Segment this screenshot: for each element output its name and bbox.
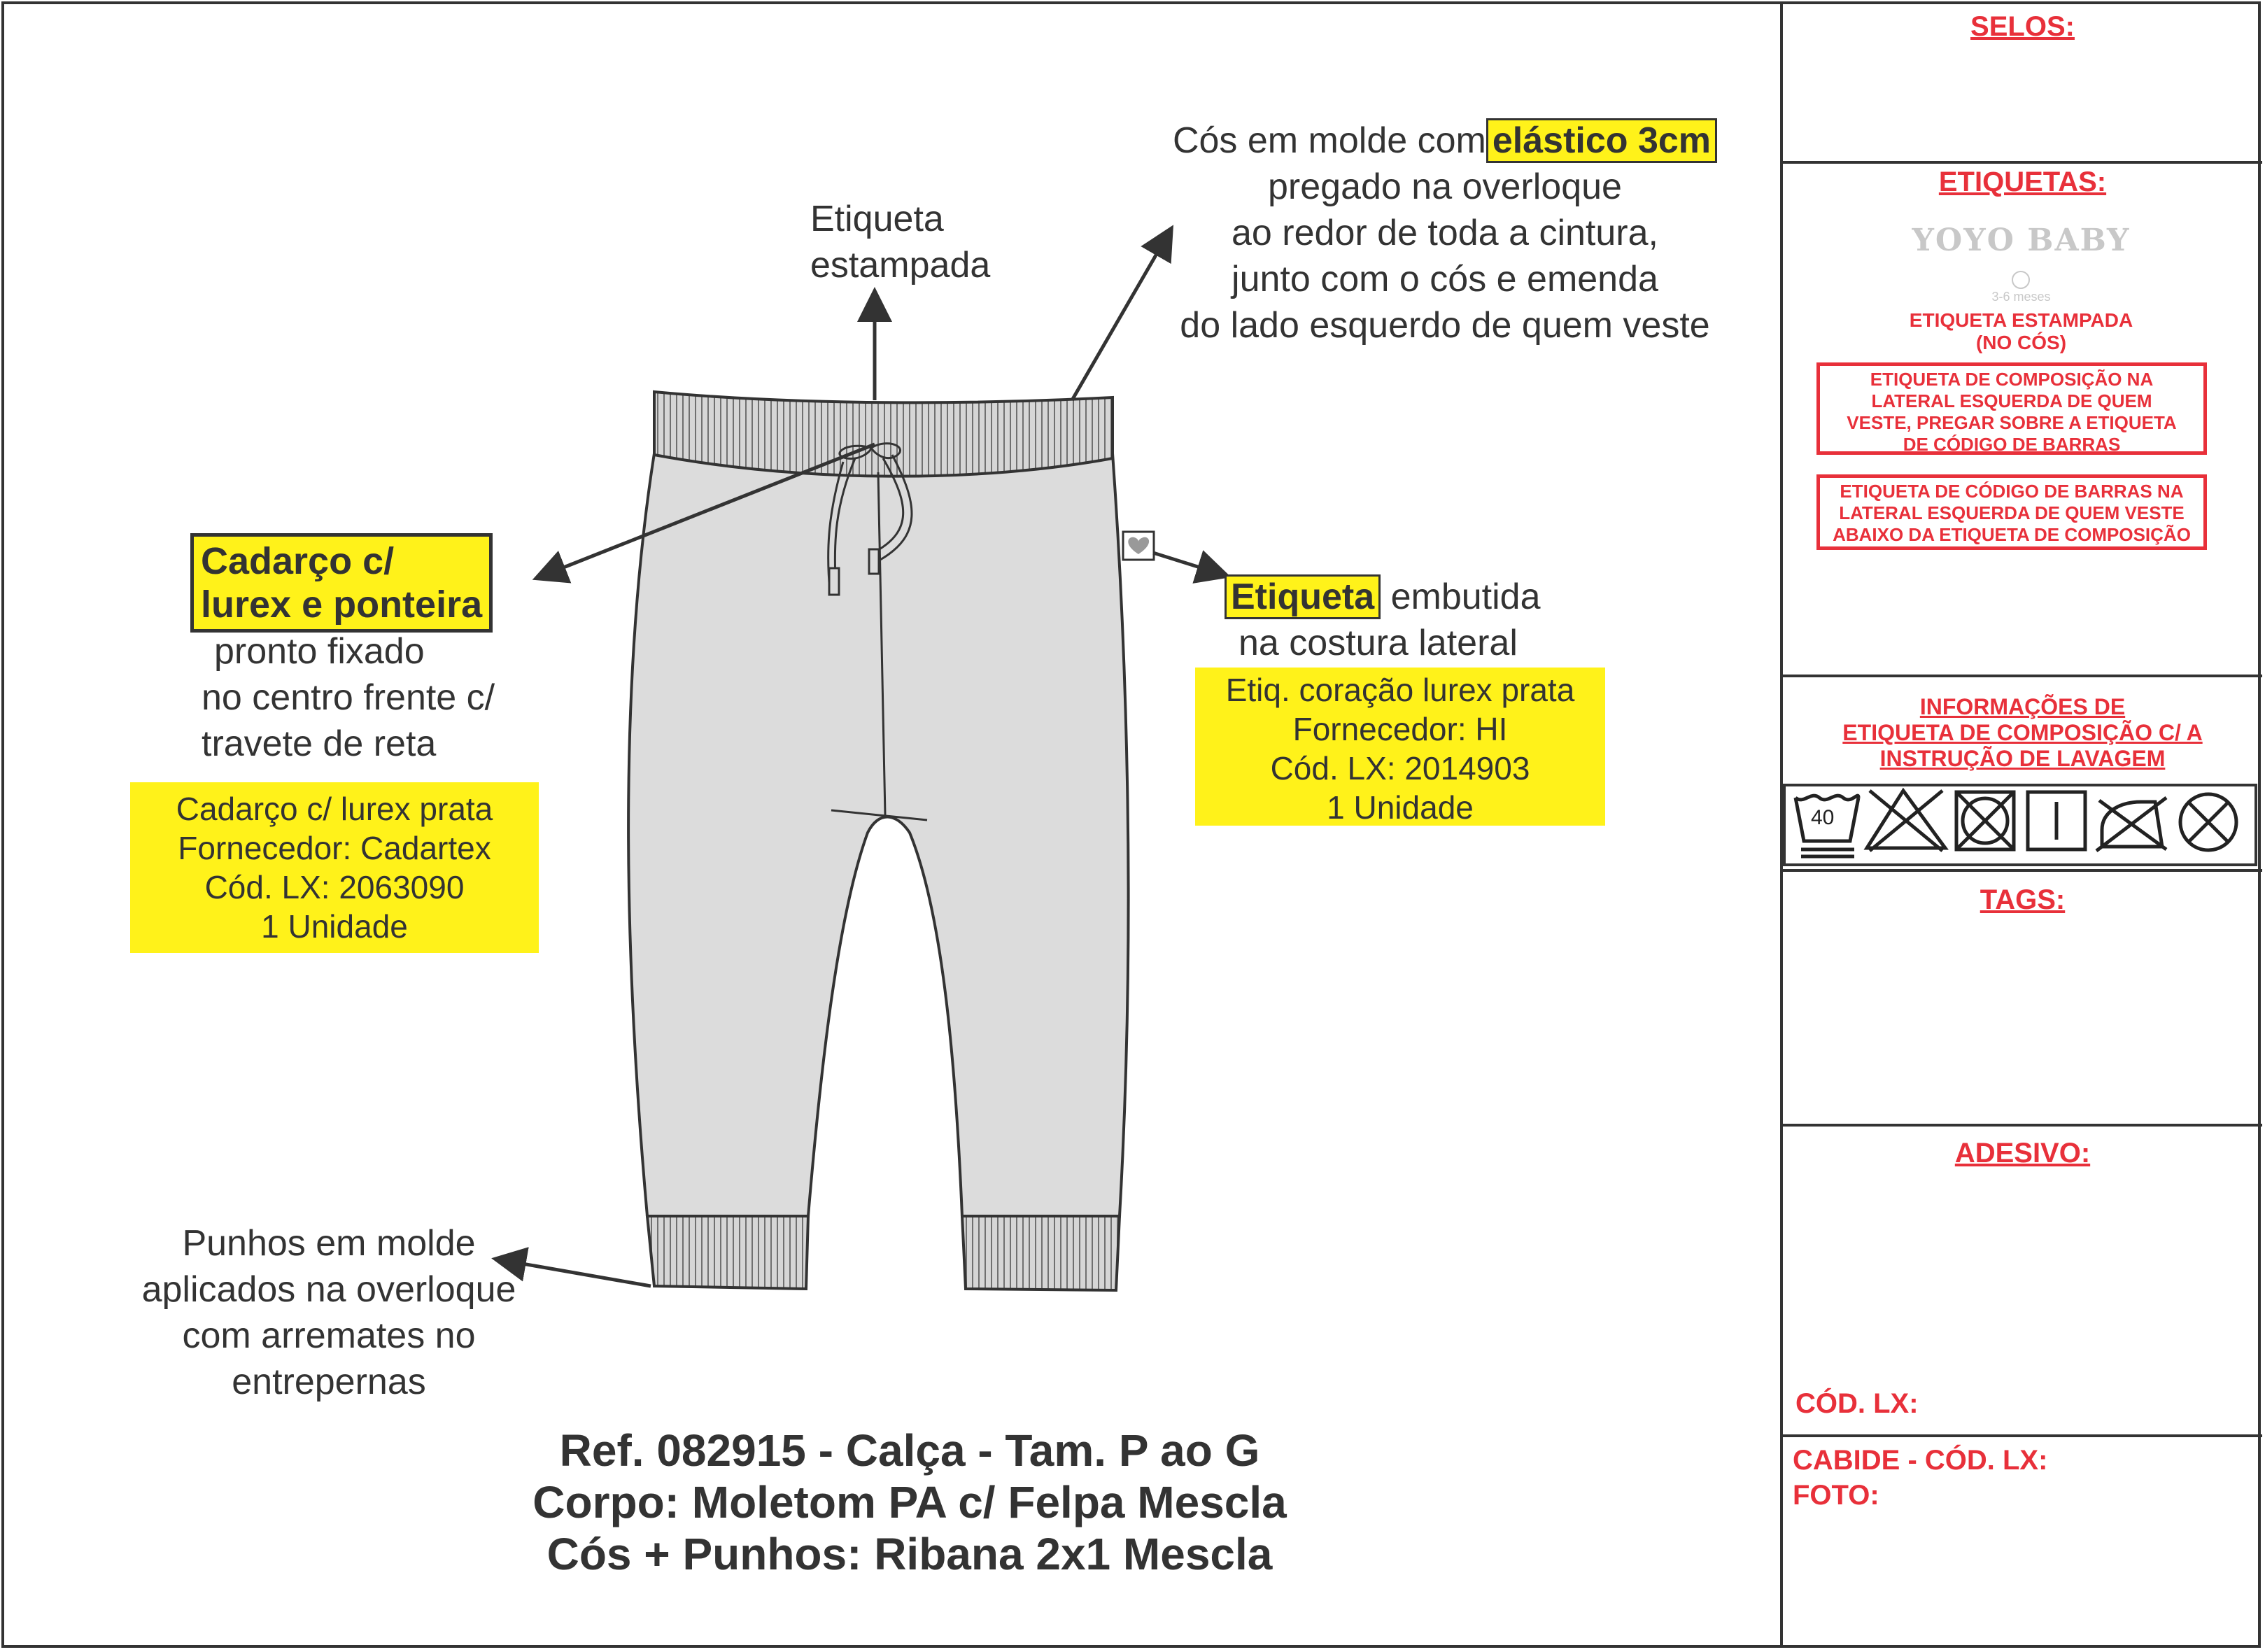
cos-line: do lado esquerdo de quem veste: [1180, 305, 1710, 346]
side-label-note: Etiqueta embutida na costura lateral: [1225, 574, 1541, 666]
brand-logo: YOYO BABY: [1912, 223, 2131, 258]
wash-temp: 40: [1811, 806, 1835, 829]
reference-line: Ref. 082915 - Calça - Tam. P ao G: [559, 1425, 1260, 1476]
cos-prefix: Cós em molde com: [1172, 120, 1486, 161]
cuffs-note: Punhos em molde aplicados na overloque com arremates no entrepernas: [141, 1223, 516, 1402]
composition-label-box: ETIQUETA DE COMPOSIÇÃO NA LATERAL ESQUERDA DE QUEM VESTE, PREGAR SOBRE A ETIQUETA DE CÓDIGO DE BARRAS: [1816, 362, 2207, 455]
drawstring-spec-box: Cadarço c/ lurex prata Fornecedor: Cadartex Cód. LX: 2063090 1 Unidade: [130, 782, 539, 953]
elastic-highlight: elástico 3cm: [1486, 118, 1717, 163]
cos-line: junto com o cós e emenda: [1232, 259, 1658, 299]
side-label-spec-box: Etiq. coração lurex prata Fornecedor: HI Cód. LX: 2014903 1 Unidade: [1195, 668, 1605, 826]
cod-lx-label: CÓD. LX:: [1795, 1388, 1919, 1419]
printed-label-sidebar: ETIQUETA ESTAMPADA (NO CÓS): [1909, 309, 2133, 353]
cos-line: pregado na overloque: [1268, 167, 1622, 207]
care-info-title: INFORMAÇÕES DE ETIQUETA DE COMPOSIÇÃO C/ A INSTRUÇÃO DE LAVAGEM: [1842, 694, 2203, 771]
cos-line: ao redor de toda a cintura,: [1232, 213, 1658, 253]
barcode-label-box: ETIQUETA DE CÓDIGO DE BARRAS NA LATERAL ESQUERDA DE QUEM VESTE ABAIXO DA ETIQUETA DE COMPOSIÇÃO: [1816, 474, 2207, 550]
drawstring-note: pronto fixado no centro frente c/ travete de reta: [202, 631, 495, 764]
printed-label-note: Etiqueta estampada: [810, 199, 991, 285]
tags-title: TAGS:: [1980, 884, 2066, 915]
drawstring-title: Cadarço c/ lurex e ponteira: [190, 533, 493, 633]
selos-title: SELOS:: [1970, 11, 2075, 42]
label-highlight: Etiqueta: [1225, 574, 1381, 619]
reference-line: Cós + Punhos: Ribana 2x1 Mescla: [546, 1529, 1273, 1579]
adesivo-title: ADESIVO:: [1954, 1138, 2091, 1169]
reference-line: Corpo: Moletom PA c/ Felpa Mescla: [532, 1477, 1287, 1527]
etiquetas-title: ETIQUETAS:: [1938, 167, 2107, 197]
cabide-block: CABIDE - CÓD. LX: FOTO:: [1793, 1445, 2048, 1511]
brand-size: 3-6 meses: [1991, 290, 2051, 304]
